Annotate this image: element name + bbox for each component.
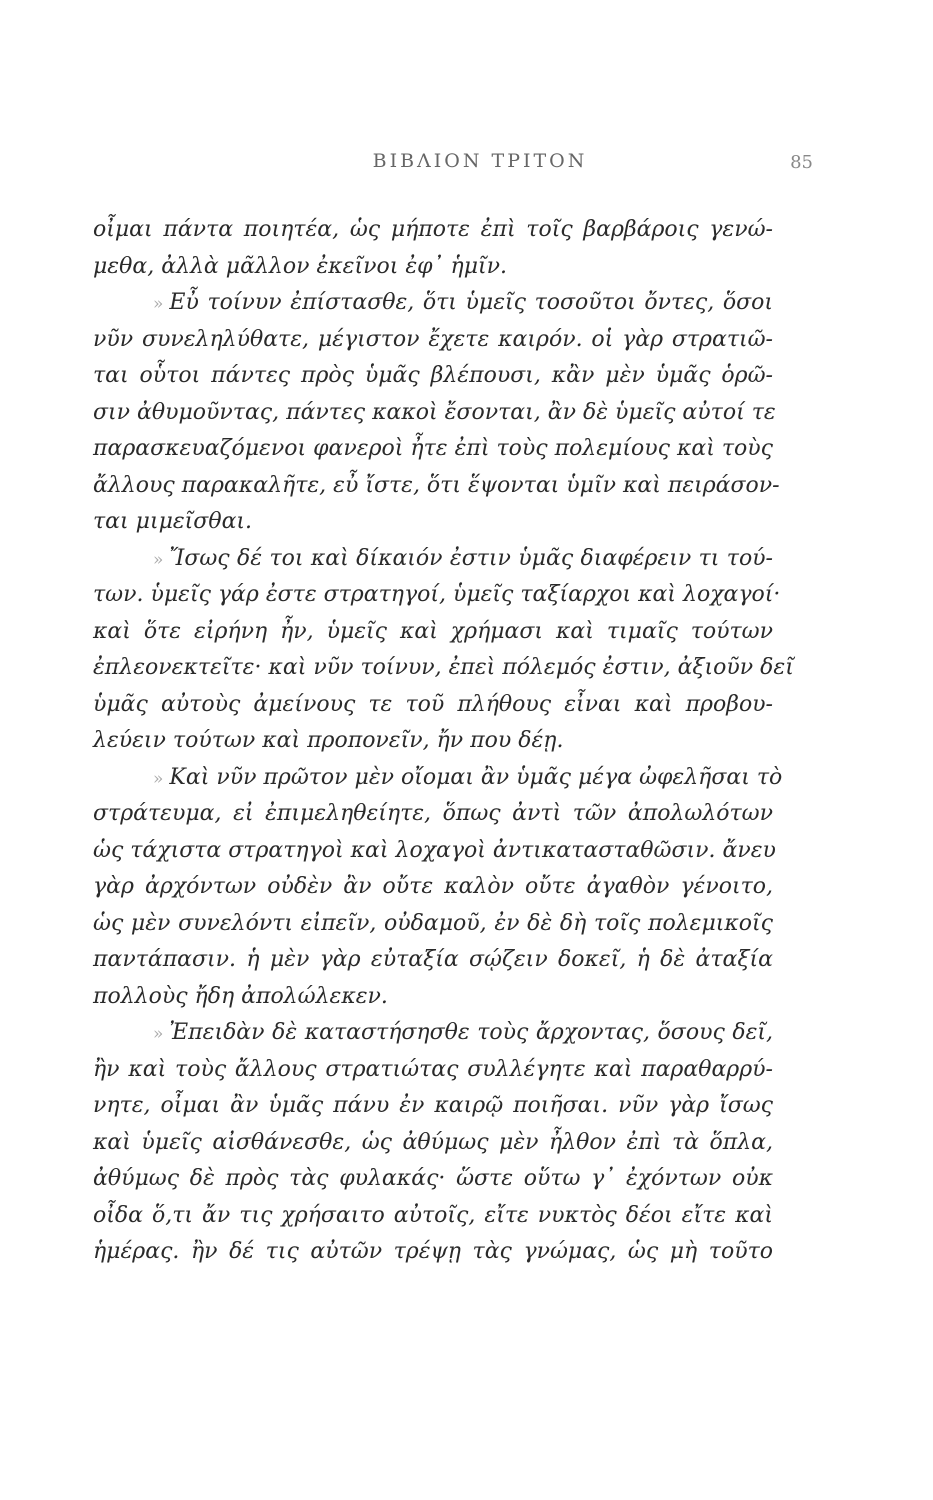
- line-text: Ἴσως δέ τοι καὶ δίκαιόν ἐστιν ὑμᾶς διαφέρειν τι τού-: [169, 545, 773, 571]
- text-line: [93, 650, 794, 687]
- text-line: [93, 614, 773, 651]
- paragraph-quote-mark: »: [153, 1024, 164, 1044]
- text-line: [93, 541, 773, 578]
- paragraph-quote-mark: »: [153, 768, 164, 789]
- text-line: [93, 431, 773, 468]
- paragraph-quote-mark: »: [153, 549, 164, 570]
- line-text: ται μιμεῖσθαι.: [93, 509, 253, 534]
- text-line: [93, 942, 773, 979]
- page-number: 85: [790, 152, 813, 173]
- line-text: ται οὗτοι πάντες πρὸς ὑμᾶς βλέπουσι, κἂν μὲν ὑμᾶς ὁρῶ-: [93, 363, 773, 388]
- text-line: [93, 1161, 773, 1198]
- text-line: [93, 285, 773, 322]
- line-text: καὶ ὅτε εἰρήνη ἦν, ὑμεῖς καὶ χρήμασι καὶ τιμαῖς τούτων: [93, 618, 773, 644]
- text-line: [93, 906, 773, 943]
- line-text: Καὶ νῦν πρῶτον μὲν οἴομαι ἂν ὑμᾶς μέγα ὠφελῆσαι τὸ: [169, 764, 783, 790]
- text-line: [93, 796, 773, 833]
- line-text: των. ὑμεῖς γάρ ἐστε στρατηγοί, ὑμεῖς ταξίαρχοι καὶ λοχαγοί·: [93, 582, 781, 607]
- text-line: [93, 869, 773, 906]
- line-text: ἡμέρας. ἢν δέ τις αὐτῶν τρέψῃ τὰς γνώμας, ὡς μὴ τοῦτο: [93, 1239, 773, 1264]
- text-line: [93, 1015, 773, 1052]
- text-line: [93, 358, 773, 395]
- line-text: στράτευμα, εἰ ἐπιμεληθείητε, ὅπως ἀντὶ τῶν ἀπολωλότων: [93, 801, 773, 826]
- text-line: [93, 577, 781, 614]
- line-text: ἀθύμως δὲ πρὸς τὰς φυλακάς· ὥστε οὕτω γ᾽ ἐχόντων οὐκ: [93, 1166, 773, 1191]
- text-line: [93, 979, 773, 1016]
- line-text: γὰρ ἀρχόντων οὐδὲν ἂν οὔτε καλὸν οὔτε ἀγαθὸν γένοιτο,: [93, 874, 773, 899]
- text-line: [93, 1052, 773, 1089]
- running-head-title: ΒΙΒΛΙΟΝ ΤΡΙΤΟΝ: [372, 150, 588, 172]
- text-line: [93, 249, 773, 286]
- text-line: [93, 468, 780, 505]
- line-text: ὡς τάχιστα στρατηγοὶ καὶ λοχαγοὶ ἀντικατασταθῶσιν. ἄνευ: [93, 837, 776, 863]
- text-line: [93, 723, 773, 760]
- line-text: ὑμᾶς αὐτοὺς ἀμείνους τε τοῦ πλήθους εἶναι καὶ προβου-: [93, 691, 773, 717]
- line-text: καὶ ὑμεῖς αἰσθάνεσθε, ὡς ἀθύμως μὲν ἦλθον ἐπὶ τὰ ὅπλα,: [93, 1129, 773, 1155]
- line-text: λεύειν τούτων καὶ προπονεῖν, ἤν που δέῃ.: [93, 728, 564, 753]
- running-head: [0, 150, 933, 180]
- line-text: παρασκευαζόμενοι φανεροὶ ἦτε ἐπὶ τοὺς πολεμίους καὶ τοὺς: [93, 436, 773, 461]
- line-text: ἢν καὶ τοὺς ἄλλους στρατιώτας συλλέγητε καὶ παραθαρρύ-: [93, 1056, 773, 1082]
- line-text: νητε, οἶμαι ἂν ὑμᾶς πάνυ ἐν καιρῷ ποιῆσαι. νῦν γὰρ ἴσως: [93, 1093, 773, 1118]
- line-text: ἄλλους παρακαλῆτε, εὖ ἴστε, ὅτι ἕψονται ὑμῖν καὶ πειράσον-: [93, 472, 780, 498]
- paragraph-quote-mark: »: [153, 294, 164, 314]
- text-line: [93, 1088, 773, 1125]
- text-line: [93, 760, 783, 797]
- text-line: [93, 687, 773, 724]
- text-line: [93, 1198, 773, 1235]
- text-line: [93, 322, 773, 359]
- line-text: νῦν συνεληλύθατε, μέγιστον ἔχετε καιρόν. οἱ γὰρ στρατιῶ-: [93, 326, 773, 352]
- line-text: ὡς μὲν συνελόντι εἰπεῖν, οὐδαμοῦ, ἐν δὲ δὴ τοῖς πολεμικοῖς: [93, 910, 773, 936]
- text-line: [93, 833, 776, 870]
- line-text: σιν ἀθυμοῦντας, πάντες κακοὶ ἔσονται, ἂν δὲ ὑμεῖς αὐτοί τε: [93, 399, 776, 425]
- body-text: [93, 212, 794, 1271]
- text-line: [93, 212, 773, 249]
- line-text: οἶδα ὅ,τι ἄν τις χρήσαιτο αὐτοῖς, εἴτε νυκτὸς δέοι εἴτε καὶ: [93, 1202, 773, 1228]
- text-line: [93, 504, 773, 541]
- line-text: οἶμαι πάντα ποιητέα, ὡς μήποτε ἐπὶ τοῖς βαρβάροις γενώ-: [93, 217, 773, 242]
- text-line: [93, 1234, 773, 1271]
- line-text: Ἐπειδὰν δὲ καταστήσησθε τοὺς ἄρχοντας, ὅσους δεῖ,: [169, 1020, 773, 1045]
- line-text: Εὖ τοίνυν ἐπίστασθε, ὅτι ὑμεῖς τοσοῦτοι ὄντες, ὅσοι: [169, 290, 773, 315]
- line-text: μεθα, ἀλλὰ μᾶλλον ἐκεῖνοι ἐφ᾽ ἡμῖν.: [93, 253, 508, 279]
- line-text: πολλοὺς ἤδη ἀπολώλεκεν.: [93, 983, 388, 1009]
- line-text: παντάπασιν. ἡ μὲν γὰρ εὐταξία σῴζειν δοκεῖ, ἡ δὲ ἀταξία: [93, 947, 773, 972]
- line-text: ἐπλεονεκτεῖτε· καὶ νῦν τοίνυν, ἐπεὶ πόλεμός ἐστιν, ἀξιοῦν δεῖ: [93, 655, 794, 680]
- text-line: [93, 1125, 773, 1162]
- text-line: [93, 395, 776, 432]
